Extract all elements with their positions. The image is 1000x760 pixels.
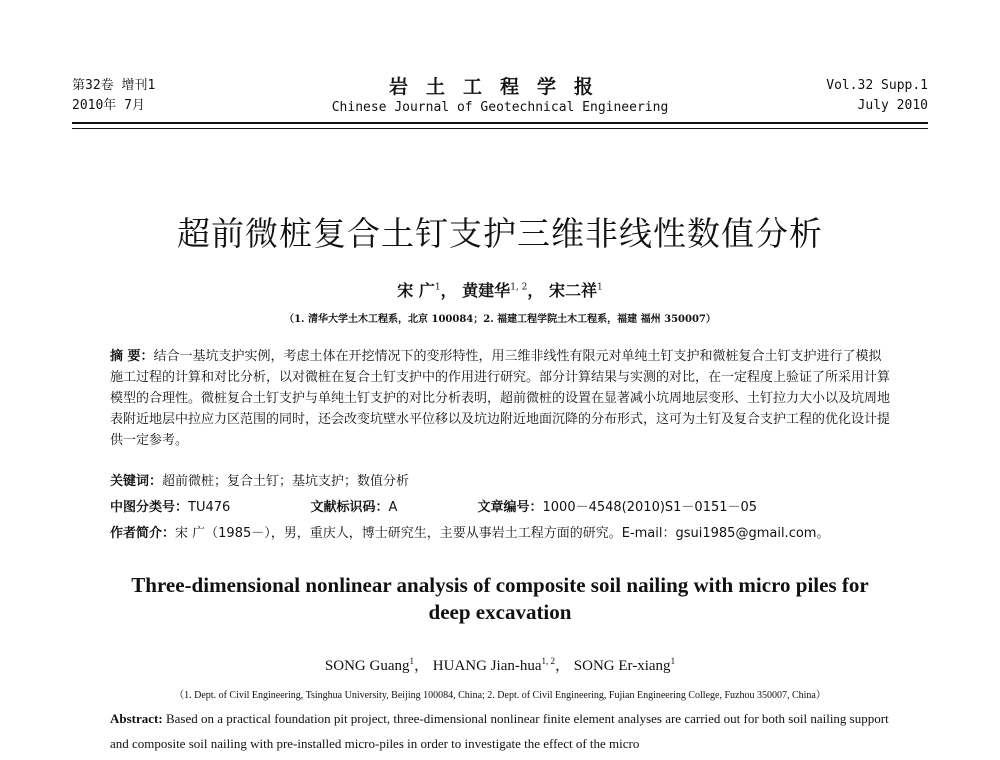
abstract-cn-text: 结合一基坑支护实例，考虑土体在开挖情况下的变形特性，用三维非线性有限元对单纯土钉支护和微桩复合土钉支护进行了模拟施工过程的计算和对比分析，以对微桩在复合土钉支护中的作用进行研究。部分计算结果与实测的对比，在一定程度上验证了所采用计算模型的合理性。微桩复合土钉支护与单纯土钉支护的对比分析表明，超前微桩的设置在显著减小坑周地层变形、土钉拉力大小以及坑周地表附近地层中拉应力区范围的同时，还会改变坑壁水平位移以及坑边附近地面沉降的分布形式，这可为土钉及复合支护工程的优化设计提供一定参考。 xyxy=(110,349,891,448)
author-sup: 1, 2 xyxy=(541,656,556,666)
author-cn: 宋二祥 xyxy=(548,281,597,300)
author-cn: 宋 广 xyxy=(397,281,435,300)
journal-name-en: Chinese Journal of Geotechnical Engineering xyxy=(331,100,669,115)
clc-label: 中图分类号： xyxy=(110,500,189,515)
article-label: 文章编号： xyxy=(477,500,543,515)
author-sup: 1, 2 xyxy=(510,282,528,293)
journal-name-cn: 岩土工程学报 xyxy=(388,76,611,98)
author-en: SONG Guang xyxy=(324,658,410,674)
abstract-en-label: Abstract: xyxy=(110,711,163,726)
author-sup: 1 xyxy=(670,656,676,666)
clc-code xyxy=(110,500,268,515)
clc-value: TU476 xyxy=(188,500,231,515)
abstract-en xyxy=(110,706,890,756)
abstract-en-text: Based on a practical foundation pit project, three-dimensional nonlinear finite element analyses are carried out for both soil nailing support and composite soil nailing with pre-installed micro-piles in order to investigate the effect of the micro xyxy=(110,711,889,751)
keywords-cn-label: 关键词： xyxy=(110,474,163,489)
header-rule-thick xyxy=(72,122,928,124)
author-bio-text: 宋 广（1985－），男，重庆人，博士研究生，主要从事岩土工程方面的研究。E-mail：gsui1985@gmail.com。 xyxy=(175,526,830,541)
header-right xyxy=(826,76,928,116)
article-value: 1000－4548(2010)S1－0151－05 xyxy=(542,500,758,515)
author-sup: 1 xyxy=(409,656,415,666)
author-bio-label: 作者简介： xyxy=(110,526,176,541)
volume-cn: 第32卷 增刊1 xyxy=(72,78,156,93)
author-cn: 黄建华 xyxy=(462,281,511,300)
affiliation-cn: （1. 清华大学土木工程系，北京 100084；2. 福建工程学院土木工程系，福建 福州 350007） xyxy=(284,314,716,325)
keywords-cn xyxy=(110,470,890,489)
author-en: HUANG Jian-hua xyxy=(432,658,542,674)
authors-en: SONG Guang$^1$， HUANG Jian-hua$^{1, 2}$， SONG Er-xiang$^1$ xyxy=(324,656,676,674)
author-bio xyxy=(110,522,890,541)
paper-title-cn: 超前微桩复合土钉支护三维非线性数值分析 xyxy=(177,214,823,253)
author-sup: 1 xyxy=(434,282,441,293)
authors-cn: 宋 广$^1$， 黄建华$^{1, 2}$， 宋二祥$^1$ xyxy=(397,281,603,300)
article-number xyxy=(478,500,796,515)
doc-value: A xyxy=(388,500,398,515)
volume-en: Vol.32 Supp.1 xyxy=(826,78,928,93)
paper-title-en: Three-dimensional nonlinear analysis of composite soil nailing with micro piles for deep excavation xyxy=(131,573,869,624)
header-center xyxy=(72,76,928,118)
date-en: July 2010 xyxy=(857,98,928,113)
abstract-cn-label: 摘 要： xyxy=(110,349,154,364)
affiliation-en: （1. Dept. of Civil Engineering, Tsinghua University, Beijing 100084, China; 2. Dept. of Civil Engineering, Fujian Engineering College, Fuzhou 350007, China） xyxy=(174,690,826,701)
date-cn: 2010年 7月 xyxy=(72,98,145,113)
header-rule-thin xyxy=(72,128,928,129)
author-sup: 1 xyxy=(596,282,603,293)
doc-code xyxy=(310,500,435,515)
keywords-cn-text: 超前微桩；复合土钉；基坑支护；数值分析 xyxy=(162,474,410,489)
doc-label: 文献标识码： xyxy=(310,500,389,515)
classification-row xyxy=(110,496,890,515)
journal-header xyxy=(72,76,928,128)
author-en: SONG Er-xiang xyxy=(573,658,671,674)
abstract-cn xyxy=(110,346,890,451)
